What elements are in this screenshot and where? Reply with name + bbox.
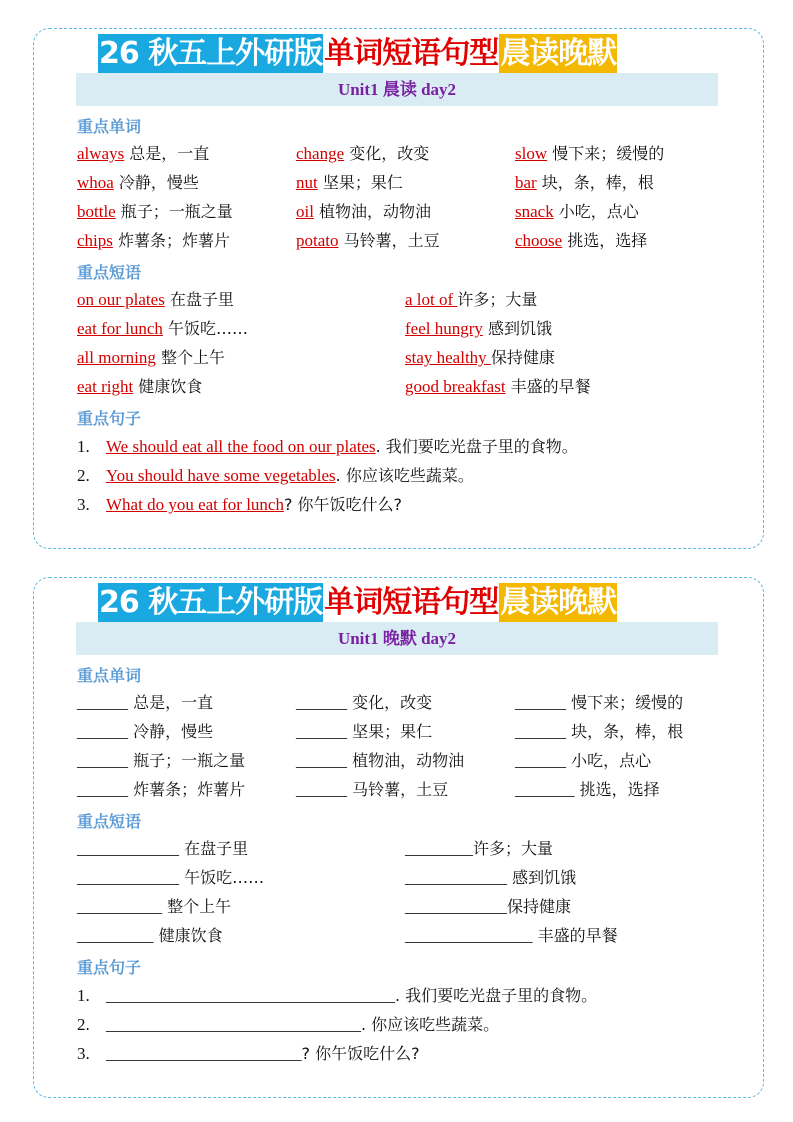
word-cn: 小吃，点心 [553, 202, 639, 221]
word-row [77, 720, 737, 744]
phrase-cn: 午饭吃…… [162, 319, 248, 338]
phrase-row [77, 895, 737, 919]
sentence-cn: . 我们要吃光盘子里的食物。 [375, 437, 578, 456]
morning-reading-card [33, 28, 764, 549]
sentence-en: We should eat all the food on our plates [106, 437, 376, 456]
word-row [77, 171, 737, 195]
sentence-row [77, 435, 737, 459]
phrase-cn: 在盘子里 [179, 839, 249, 858]
section-heading-sentences: 重点句子 [77, 409, 142, 428]
answer-blank[interactable]: __________________________________ [106, 986, 395, 1005]
word-row [77, 200, 737, 224]
answer-blank[interactable]: ______ [296, 722, 347, 741]
title-part-1: 26 秋五上外研版 [98, 34, 323, 74]
sentence-row [77, 984, 737, 1008]
sentence-number: 1. [77, 986, 90, 1005]
word-cn: 植物油，动物油 [313, 202, 432, 221]
answer-blank[interactable]: ________ [405, 839, 473, 858]
section-heading-phrases: 重点短语 [77, 812, 142, 831]
answer-blank[interactable]: ______ [296, 780, 347, 799]
sentence-row [77, 493, 737, 517]
answer-blank[interactable]: _______________ [405, 926, 533, 945]
sentence-number: 1. [77, 437, 90, 456]
title-part-3: 晨读晚默 [499, 583, 617, 623]
answer-blank[interactable]: ____________ [77, 839, 179, 858]
word-cn: 植物油，动物油 [347, 751, 465, 770]
unit-banner: Unit1 晨读 day2 [76, 73, 718, 106]
phrase-cn: 许多；大量 [473, 839, 554, 858]
phrase-cn: 整个上午 [162, 897, 232, 916]
word-cn: 冷静，慢些 [113, 173, 199, 192]
answer-blank[interactable]: ______ [515, 693, 566, 712]
answer-blank[interactable]: _______ [515, 780, 575, 799]
word-cn: 小吃，点心 [566, 751, 652, 770]
answer-blank[interactable]: _______________________ [106, 1044, 302, 1063]
phrase-row [77, 317, 737, 341]
word-cn: 块，条，棒，根 [536, 173, 654, 192]
phrase-cn: 整个上午 [155, 348, 225, 367]
phrase-en: a lot of [405, 290, 458, 309]
sentence-cn: . 我们要吃光盘子里的食物。 [395, 986, 598, 1005]
sentence-cn: . 你应该吃些蔬菜。 [361, 1015, 500, 1034]
word-cn: 慢下来；缓慢的 [566, 693, 684, 712]
word-cn: 坚果；果仁 [347, 722, 433, 741]
word-en: change [296, 144, 345, 163]
word-row [77, 749, 737, 773]
word-cn: 挑选，选择 [562, 231, 648, 250]
word-row [77, 691, 737, 715]
section-heading-phrases: 重点短语 [77, 263, 142, 282]
word-en: chips [77, 231, 113, 250]
phrase-cn: 健康饮食 [153, 926, 223, 945]
word-en: bottle [77, 202, 116, 221]
word-cn: 马铃薯，土豆 [347, 780, 449, 799]
word-en: snack [515, 202, 554, 221]
section-heading-words: 重点单词 [77, 117, 142, 136]
word-row [77, 778, 737, 802]
phrase-en: good breakfast [405, 377, 506, 396]
word-cn: 瓶子；一瓶之量 [115, 202, 233, 221]
sentence-number: 3. [77, 1044, 90, 1063]
answer-blank[interactable]: ______ [77, 751, 128, 770]
worksheet-title [98, 583, 617, 623]
word-row [77, 142, 737, 166]
section-heading-words: 重点单词 [77, 666, 142, 685]
phrase-en: feel hungry [405, 319, 483, 338]
sentence-number: 3. [77, 495, 90, 514]
phrase-row [77, 924, 737, 948]
title-part-1: 26 秋五上外研版 [98, 583, 323, 623]
word-en: nut [296, 173, 318, 192]
answer-blank[interactable]: ______ [296, 693, 347, 712]
answer-blank[interactable]: ____________ [77, 868, 179, 887]
phrase-cn: 许多；大量 [457, 290, 538, 309]
answer-blank[interactable]: ______________________________ [106, 1015, 361, 1034]
phrase-row [77, 375, 737, 399]
word-cn: 变化，改变 [344, 144, 430, 163]
word-cn: 马铃薯，土豆 [338, 231, 440, 250]
evening-dictation-card [33, 577, 764, 1098]
sentence-cn: . 你应该吃些蔬菜。 [335, 466, 474, 485]
phrase-cn: 保持健康 [490, 348, 555, 367]
word-en: potato [296, 231, 339, 250]
phrase-row [77, 866, 737, 890]
phrase-cn: 感到饥饿 [482, 319, 552, 338]
sentence-row [77, 1042, 737, 1066]
sentence-row [77, 1013, 737, 1037]
word-cn: 炸薯条；炸薯片 [128, 780, 246, 799]
word-cn: 总是，一直 [128, 693, 214, 712]
word-en: choose [515, 231, 563, 250]
phrase-en: eat right [77, 377, 134, 396]
answer-blank[interactable]: ______ [296, 751, 347, 770]
phrase-cn: 午饭吃…… [179, 868, 265, 887]
phrase-cn: 丰盛的早餐 [505, 377, 591, 396]
phrase-cn: 健康饮食 [133, 377, 203, 396]
word-en: always [77, 144, 125, 163]
answer-blank[interactable]: ______ [77, 693, 128, 712]
answer-blank[interactable]: __________ [77, 897, 162, 916]
sentence-en: You should have some vegetables [106, 466, 336, 485]
title-part-2: 单词短语句型 [323, 34, 499, 74]
phrase-cn: 感到饥饿 [507, 868, 577, 887]
phrase-row [77, 837, 737, 861]
answer-blank[interactable]: ____________ [405, 868, 507, 887]
sentence-row [77, 464, 737, 488]
sentence-cn: ? 你午饭吃什么? [283, 495, 403, 514]
phrase-cn: 丰盛的早餐 [532, 926, 618, 945]
phrase-en: all morning [77, 348, 156, 367]
worksheet-title [98, 34, 617, 74]
sentence-en: What do you eat for lunch [106, 495, 284, 514]
answer-blank[interactable]: _________ [77, 926, 154, 945]
answer-blank[interactable]: ______ [515, 751, 566, 770]
title-part-2: 单词短语句型 [323, 583, 499, 623]
phrase-cn: 在盘子里 [164, 290, 234, 309]
section-heading-sentences: 重点句子 [77, 958, 142, 977]
sentence-cn: ? 你午饭吃什么? [301, 1044, 420, 1063]
word-cn: 坚果；果仁 [317, 173, 403, 192]
title-part-3: 晨读晚默 [499, 34, 617, 74]
phrase-en: eat for lunch [77, 319, 163, 338]
unit-banner: Unit1 晚默 day2 [76, 622, 718, 655]
word-en: bar [515, 173, 537, 192]
word-cn: 炸薯条；炸薯片 [112, 231, 230, 250]
word-cn: 挑选，选择 [574, 780, 660, 799]
sentence-number: 2. [77, 466, 90, 485]
phrase-row [77, 288, 737, 312]
phrase-en: on our plates [77, 290, 165, 309]
word-en: slow [515, 144, 548, 163]
answer-blank[interactable]: ______ [515, 722, 566, 741]
sentence-number: 2. [77, 1015, 90, 1034]
phrase-row [77, 346, 737, 370]
answer-blank[interactable]: ______ [77, 722, 128, 741]
word-cn: 瓶子；一瓶之量 [128, 751, 246, 770]
word-en: oil [296, 202, 314, 221]
word-row [77, 229, 737, 253]
word-en: whoa [77, 173, 114, 192]
word-cn: 块，条，棒，根 [566, 722, 684, 741]
answer-blank[interactable]: ______ [77, 780, 128, 799]
word-cn: 慢下来；缓慢的 [547, 144, 665, 163]
answer-blank[interactable]: ____________ [405, 897, 507, 916]
word-cn: 冷静，慢些 [128, 722, 214, 741]
phrase-en: stay healthy [405, 348, 491, 367]
phrase-cn: 保持健康 [507, 897, 572, 916]
word-cn: 变化，改变 [347, 693, 433, 712]
word-cn: 总是，一直 [124, 144, 210, 163]
